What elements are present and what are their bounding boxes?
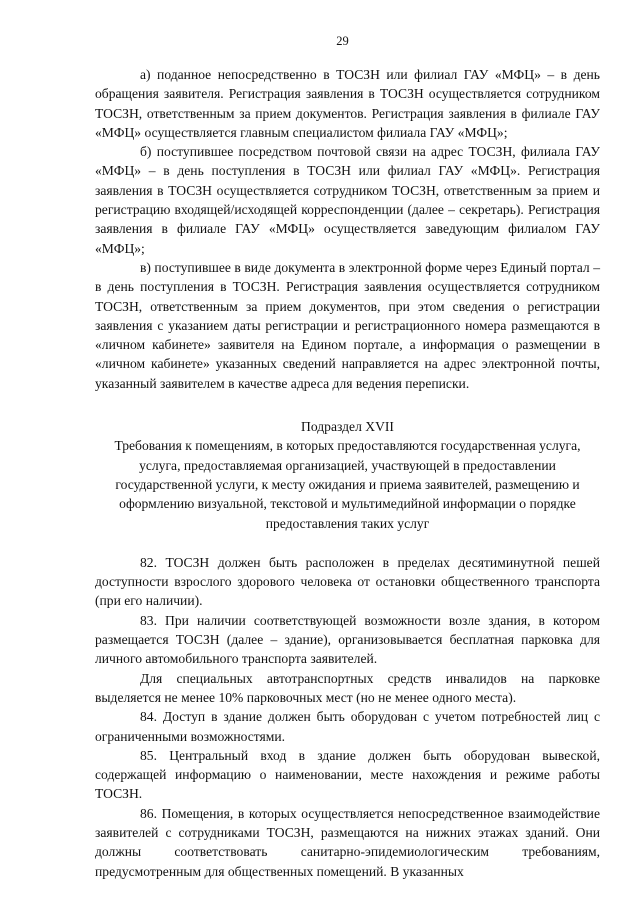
paragraph-83-parking: Для специальных автотранспортных средств инвалидов на парковке выделяется не менее 10% парковочных мест (но не менее одного места). [95, 670, 600, 705]
paragraph-clause-c: в) поступившее в виде документа в электронной форме через Единый портал – в день поступления в ТОСЗН. Регистрация заявления осуществляется сотрудником ТОСЗН, ответственным за прием документов, при этом сведения о регистрации заявления с указанием даты регистрации и регистрационного номера размещаются в «личном кабинете» заявителя на Едином портале, а информация о размещении в «личном кабинете» указанных сведений направляется на адрес электронной почты, указанный заявителем в качестве адреса для ведения переписки. [95, 259, 600, 391]
paragraph-clause-a: а) поданное непосредственно в ТОСЗН или филиал ГАУ «МФЦ» – в день обращения заявителя. Регистрация заявления в ТОСЗН осуществляется сотрудником ТОСЗН, ответственным за прием документов. Регистрация заявления в филиале ГАУ «МФЦ» осуществляется главным специалистом филиала ГАУ «МФЦ»; [95, 67, 600, 140]
subsection-title: Подраздел XVII [301, 419, 394, 435]
paragraph-84: 84. Доступ в здание должен быть оборудован с учетом потребностей лиц с ограниченными возможностями. [95, 709, 600, 744]
page-number: 29 [336, 34, 349, 48]
paragraph-85: 85. Центральный вход в здание должен быть оборудован вывеской, содержащей информацию о наименовании, месте нахождения и режиме работы ТОСЗН. [95, 747, 600, 802]
registration-clauses [95, 65, 600, 393]
paragraph-86: 86. Помещения, в которых осуществляется непосредственное взаимодействие заявителей с сотрудниками ТОСЗН, размещаются на нижних этажах зданий. Они должны соответствовать санитарно-эпидемиологическим требованиям, предусмотренным для общественных помещений. В указанных [95, 805, 600, 879]
subsection-caption: Требования к помещениям, в которых предоставляются государственная услуга, услуга, предоставляемая организацией, участвующей в предоставлении государственной услуги, к месту ожидания и приема заявителей, размещению и оформлению визуальной, текстовой и мультимедийной информации о порядке предоставления таких услуг [114, 438, 581, 531]
paragraph-83: 83. При наличии соответствующей возможности возле здания, в котором размещается ТОСЗН (далее – здание), организовывается бесплатная парковка для личного автомобильного транспорта заявителей. [95, 612, 600, 667]
paragraph-82: 82. ТОСЗН должен быть расположен в пределах десятиминутной пешей доступности взрослого здорового человека от остановки общественного транспорта (при его наличии). [95, 554, 600, 609]
premises-requirements [95, 553, 600, 881]
paragraph-clause-b: б) поступившее посредством почтовой связи на адрес ТОСЗН, филиала ГАУ «МФЦ» – в день поступления в ТОСЗН или филиал ГАУ «МФЦ». Регистрация заявления в ТОСЗН осуществляется сотрудником ТОСЗН, ответственным за прием и регистрацию входящей/исходящей корреспонденции (далее – секретарь). Регистрация заявления в филиале ГАУ «МФЦ» осуществляется заведующим филиалом ГАУ «МФЦ»; [95, 144, 600, 256]
